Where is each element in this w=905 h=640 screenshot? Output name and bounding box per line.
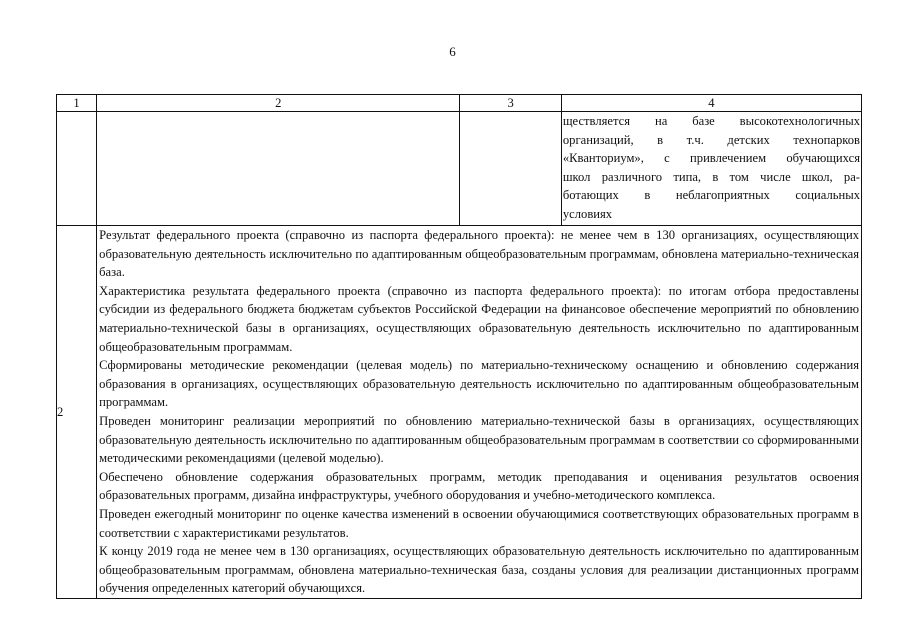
cell-line: ществляется на базе высокотехнологичных: [562, 114, 860, 128]
row-number: 2: [57, 226, 97, 599]
row-2-content: [97, 226, 862, 599]
continued-row-col2: [97, 112, 460, 226]
page-number: 6: [449, 44, 456, 59]
paragraph: Сформированы методические рекомендации (целевая модель) по материально-техническому оснащению и обновлению содержания образования в организациях, осуществляющих образовательную деятельность исключительно по адаптированным общеобразовательным программам.: [99, 358, 859, 410]
cell-line: «Кванториум», с привлечением обучающихся: [562, 151, 860, 166]
cell-line: школ различного типа, в том числе школ, ра-: [562, 169, 860, 184]
column-header-4: 4: [561, 95, 861, 112]
paragraph: Характеристика результата федерального проекта (справочно из паспорта федерального проекта): по итогам отбора предоставлены субсидии из федерального бюджета бюджетам субъектов Российской Федерации на финансовое обеспечение мероприятий по обновлению материально-технической базы в организациях, осуществляющих образовательную деятельность исключительно по адаптированным общеобразовательным программам.: [99, 283, 859, 354]
column-header-2: 2: [97, 95, 460, 112]
paragraph: К концу 2019 года не менее чем в 130 организациях, осуществляющих образовательную деятельность исключительно по адаптированным общеобразовательным программам, обновлена материально-техническая база, созданы условия для реализации дистанционных программ обучения определенных категорий обучающихся.: [99, 544, 859, 596]
table-row-2: [57, 226, 862, 599]
column-header-1: 1: [57, 95, 97, 112]
paragraph: Проведен ежегодный мониторинг по оценке качества изменений в освоении обучающимися соответствующих образовательных программ в соответствии с характеристиками результатов.: [99, 506, 859, 540]
table-header-row: [57, 95, 862, 112]
column-header-3: 3: [460, 95, 561, 112]
cell-line: организаций, в т.ч. детских технопарков: [562, 132, 860, 147]
paragraph: Результат федерального проекта (справочно из паспорта федерального проекта): не менее чем в 130 организациях, осуществляющих образовательную деятельность исключительно по адаптированным общеобразовательным программам, обновлена материально-техническая база.: [99, 228, 859, 280]
activity-table: [56, 94, 862, 599]
cell-line: ботающих в неблагоприятных социальных: [562, 188, 860, 203]
paragraph: Проведен мониторинг реализации мероприятий по обновлению материально-технической базы в организациях, осуществляющих образовательную деятельность исключительно по адаптированным общеобразовательным программам в соответствии со сформированными методическими рекомендациями (целевой моделью).: [99, 413, 859, 466]
continued-row-col3: [460, 112, 561, 226]
continued-row-col4: [561, 112, 861, 226]
continued-row-col1: [57, 112, 97, 226]
table-row-continued: [57, 112, 862, 226]
cell-line: условиях: [562, 206, 613, 221]
paragraph: Обеспечено обновление содержания образовательных программ, методик преподавания и оценивания результатов освоения образовательных программ, дизайна инфраструктуры, учебного оборудования и учебно-методического комплекса.: [99, 469, 859, 503]
